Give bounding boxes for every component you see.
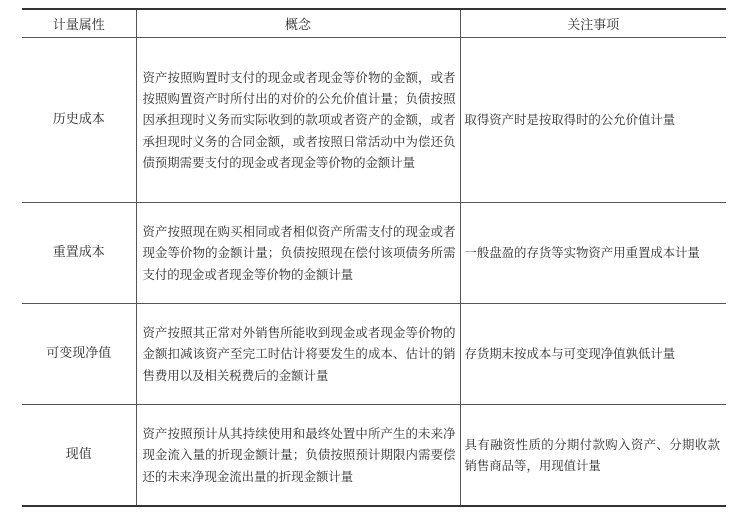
table-row [22,405,726,507]
focus-cell: 取得资产时是按取得时的公允价值计量 [460,38,726,203]
header-focus: 关注事项 [460,9,726,38]
focus-cell: 一般盘盈的存货等实物资产用重置成本计量 [460,203,726,304]
focus-cell: 存货期末按成本与可变现净值孰低计量 [460,304,726,405]
table-row [22,304,726,405]
table-header-row [22,9,726,38]
concept-cell: 资产按照现在购买相同或者相似资产所需支付的现金或者现金等价物的金额计量；负债按照现在偿付该项债务所需支付的现金或者现金等价物的金额计量 [136,203,460,304]
header-attribute: 计量属性 [22,9,136,38]
attribute-cell: 可变现净值 [22,304,136,405]
concept-cell: 资产按照其正常对外销售所能收到现金或者现金等价物的金额扣减该资产至完工时估计将要发生的成本、估计的销售费用以及相关税费后的金额计量 [136,304,460,405]
table-row [22,203,726,304]
header-concept: 概念 [136,9,460,38]
concept-cell: 资产按照购置时支付的现金或者现金等价物的金额，或者按照购置资产时所付出的对价的公允价值计量；负债按照因承担现时义务而实际收到的款项或者资产的金额，或者承担现时义务的合同金额，或者按照日常活动中为偿还负债预期需要支付的现金或者现金等价物的金额计量 [136,38,460,203]
table-row [22,38,726,203]
attribute-cell: 重置成本 [22,203,136,304]
attribute-cell: 历史成本 [22,38,136,203]
measurement-attributes-table [22,8,726,507]
concept-cell: 资产按照预计从其持续使用和最终处置中所产生的未来净现金流入量的折现金额计量；负债按照预计期限内需要偿还的未来净现金流出量的折现金额计量 [136,405,460,507]
attribute-cell: 现值 [22,405,136,507]
measurement-attributes-table-container [22,8,726,507]
focus-cell: 具有融资性质的分期付款购入资产、分期收款销售商品等，用现值计量 [460,405,726,507]
